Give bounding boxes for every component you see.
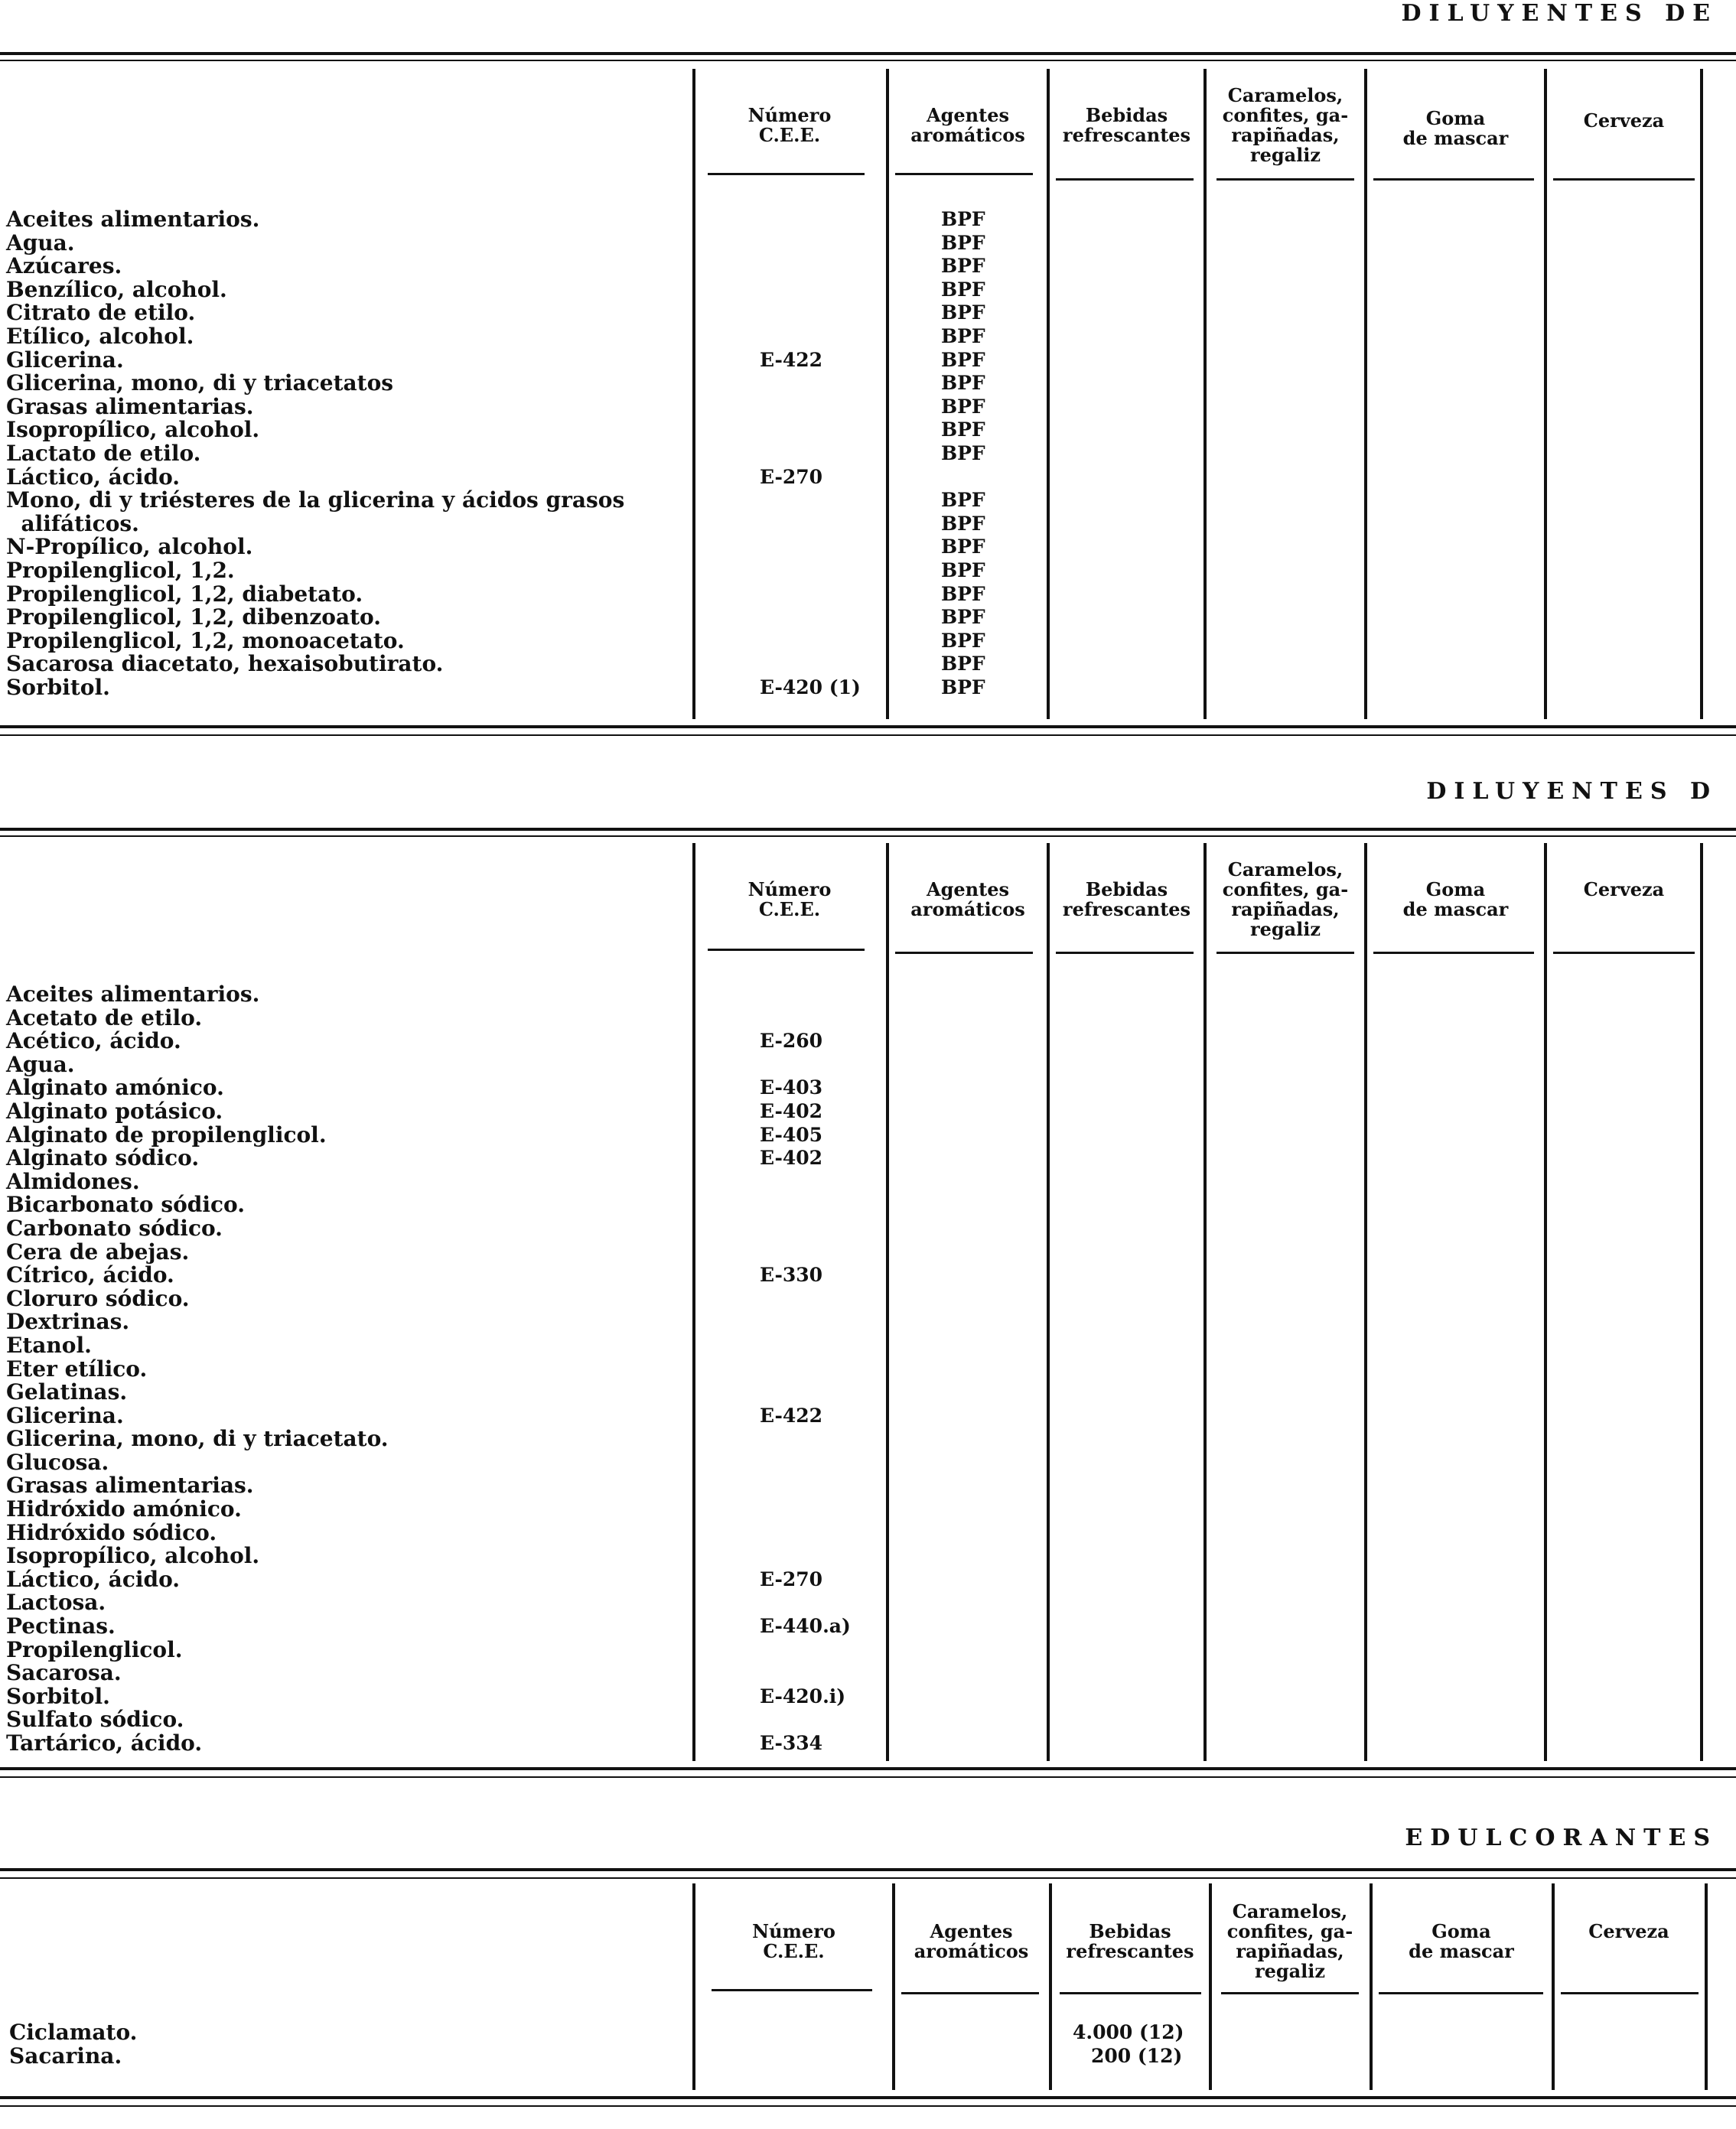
row-name: Sacarosa. [6, 1660, 122, 1686]
row-name: Dextrinas. [6, 1309, 130, 1335]
rule [0, 835, 1736, 837]
rule [0, 734, 1736, 736]
row-value: BPF [941, 395, 985, 418]
row-name: Alginato sódico. [6, 1145, 200, 1171]
row-value: BPF [941, 675, 985, 698]
row-value: BPF [941, 582, 985, 605]
row-value: BPF [941, 489, 985, 512]
row-name: Glicerina, mono, di y triacetatos [6, 370, 394, 396]
col-header-cerveza: Cerveza [1588, 1920, 1669, 1942]
row-numero: E-270 [760, 465, 823, 488]
rule [0, 52, 1736, 55]
row-value: BPF [941, 208, 985, 230]
header-underline [1221, 1992, 1359, 1994]
column-divider [1203, 843, 1207, 1761]
row-value: BPF [941, 324, 985, 347]
row-numero: E-402 [760, 1147, 823, 1170]
col-header-cerveza: Cerveza [1583, 109, 1665, 132]
row-name: Grasas alimentarias. [6, 1473, 254, 1499]
row-value: BPF [941, 441, 985, 464]
row-name: Propilenglicol, 1,2, monoacetato. [6, 627, 405, 653]
section-title: EDULCORANTES [1405, 1825, 1718, 1851]
row-name: Etílico, alcohol. [6, 323, 194, 349]
row-name: Acético, ácido. [6, 1028, 181, 1054]
row-name: Propilenglicol, 1,2, diabetato. [6, 581, 363, 607]
row-name: Lactosa. [6, 1590, 106, 1616]
row-name: Láctico, ácido. [6, 1566, 181, 1592]
col-header-goma: Goma de mascar [1402, 878, 1509, 920]
column-divider [1209, 1883, 1212, 2090]
row-name: Pectinas. [6, 1613, 116, 1639]
row-name: Mono, di y triésteres de la glicerina y ácidos grasos [6, 487, 625, 513]
rule [0, 1868, 1736, 1871]
column-divider [886, 843, 889, 1761]
col-header-cerveza: Cerveza [1583, 878, 1665, 900]
rule [0, 2105, 1736, 2107]
row-name: Citrato de etilo. [6, 300, 196, 326]
header-underline [1561, 1992, 1699, 1994]
row-value: BPF [941, 372, 985, 395]
row-name: Alginato amónico. [6, 1075, 224, 1101]
row-name: Isopropílico, alcohol. [6, 417, 260, 443]
row-value: BPF [941, 278, 985, 301]
row-name: Bicarbonato sódico. [6, 1192, 245, 1218]
row-name: Agua. [6, 230, 75, 256]
rule [0, 1767, 1736, 1770]
row-name: Propilenglicol, 1,2, dibenzoato. [6, 604, 381, 630]
col-header-agentes: Agentes aromáticos [910, 878, 1025, 920]
col-header-numero: Número C.E.E. [747, 878, 832, 920]
row-numero: E-260 [760, 1030, 823, 1053]
row-value: BPF [941, 255, 985, 278]
col-header-caramelos: Caramelos, confites, ga- rapiñadas, regaliz [1222, 858, 1349, 940]
header-underline [1379, 1992, 1543, 1994]
row-name: Sulfato sódico. [6, 1707, 184, 1733]
row-value: 200 (12) [1091, 2044, 1183, 2067]
rule [0, 725, 1736, 728]
row-value: BPF [941, 418, 985, 441]
row-name: Hidróxido amónico. [6, 1496, 242, 1522]
header-underline [708, 173, 865, 175]
row-value: BPF [941, 653, 985, 675]
row-value: BPF [941, 629, 985, 652]
row-name: Sorbitol. [6, 1683, 110, 1709]
row-value: BPF [941, 536, 985, 558]
row-numero: E-422 [760, 1404, 823, 1427]
col-header-agentes: Agentes aromáticos [910, 104, 1025, 146]
row-name: Cera de abejas. [6, 1239, 190, 1265]
row-name: Hidróxido sódico. [6, 1519, 217, 1545]
row-value: BPF [941, 301, 985, 324]
row-name: Gelatinas. [6, 1379, 128, 1405]
column-divider [892, 1883, 895, 2090]
column-divider [1364, 69, 1367, 719]
header-underline [1373, 952, 1534, 954]
column-divider [1049, 1883, 1052, 2090]
row-value: BPF [941, 231, 985, 254]
row-name: Agua. [6, 1051, 75, 1077]
row-name: Alginato potásico. [6, 1098, 223, 1124]
row-name: Glicerina. [6, 347, 124, 373]
row-name: Alginato de propilenglicol. [6, 1121, 327, 1148]
section-title: DILUYENTES DE [1401, 0, 1718, 27]
column-divider [1552, 1883, 1555, 2090]
row-name: Tartárico, ácido. [6, 1730, 203, 1756]
col-header-caramelos: Caramelos, confites, ga- rapiñadas, regaliz [1226, 1900, 1353, 1982]
rule [0, 1776, 1736, 1778]
row-name: Isopropílico, alcohol. [6, 1543, 260, 1569]
column-divider [1700, 843, 1703, 1761]
rule [0, 2096, 1736, 2099]
column-divider [1370, 1883, 1373, 2090]
row-numero: E-270 [760, 1567, 823, 1590]
row-value: BPF [941, 606, 985, 629]
header-underline [1056, 952, 1194, 954]
row-name: alifáticos. [6, 510, 139, 536]
row-name: Sorbitol. [6, 674, 110, 700]
col-header-caramelos: Caramelos, confites, ga- rapiñadas, regaliz [1222, 84, 1349, 166]
column-divider [1364, 843, 1367, 1761]
column-divider [1544, 843, 1547, 1761]
rule [0, 1877, 1736, 1879]
column-divider [1047, 843, 1050, 1761]
row-numero: E-403 [760, 1076, 823, 1099]
row-name: Acetato de etilo. [6, 1004, 203, 1030]
row-name: Etanol. [6, 1332, 92, 1358]
row-numero: E-402 [760, 1099, 823, 1122]
row-numero: E-420.i) [760, 1685, 846, 1707]
column-divider [1705, 1883, 1708, 2090]
column-divider [1544, 69, 1547, 719]
row-value: 4.000 (12) [1073, 2021, 1184, 2043]
header-underline [1553, 178, 1695, 181]
header-underline [1553, 952, 1695, 954]
row-name: Sacarina. [9, 2043, 122, 2069]
row-name: Aceites alimentarios. [6, 981, 260, 1007]
header-underline [712, 1989, 872, 1991]
row-name: N-Propílico, alcohol. [6, 534, 253, 560]
header-underline [708, 949, 865, 951]
header-underline [1217, 952, 1354, 954]
row-value: BPF [941, 348, 985, 371]
row-numero: E-330 [760, 1264, 823, 1287]
row-name: Glicerina, mono, di y triacetato. [6, 1426, 389, 1452]
header-underline [901, 1992, 1039, 1994]
row-name: Cloruro sódico. [6, 1285, 190, 1311]
row-name: Eter etílico. [6, 1356, 148, 1382]
row-name: Lactato de etilo. [6, 440, 201, 466]
column-divider [692, 843, 695, 1761]
row-name: Glucosa. [6, 1449, 109, 1475]
row-name: Glicerina. [6, 1402, 124, 1428]
row-numero: E-405 [760, 1123, 823, 1146]
column-divider [692, 1883, 695, 2090]
col-header-bebidas: Bebidas refrescantes [1062, 878, 1191, 920]
col-header-goma: Goma de mascar [1409, 1920, 1514, 1962]
row-name: Ciclamato. [9, 2020, 138, 2045]
row-numero: E-334 [760, 1732, 823, 1754]
col-header-goma: Goma de mascar [1402, 107, 1509, 149]
rule [0, 828, 1736, 831]
column-divider [886, 69, 889, 719]
row-name: Propilenglicol, 1,2. [6, 557, 235, 583]
col-header-numero: Número C.E.E. [752, 1920, 835, 1962]
column-divider [692, 69, 695, 719]
column-divider [1203, 69, 1207, 719]
header-underline [1056, 178, 1194, 181]
column-divider [1047, 69, 1050, 719]
row-name: Láctico, ácido. [6, 464, 181, 490]
section-title: DILUYENTES D [1426, 778, 1718, 805]
row-name: Aceites alimentarios. [6, 207, 260, 232]
row-value: BPF [941, 512, 985, 535]
col-header-numero: Número C.E.E. [747, 104, 832, 146]
row-name: Almidones. [6, 1168, 140, 1194]
header-underline [1217, 178, 1354, 181]
row-name: Grasas alimentarias. [6, 393, 254, 419]
header-underline [895, 173, 1033, 175]
header-underline [1373, 178, 1534, 181]
col-header-agentes: Agentes aromáticos [914, 1920, 1029, 1962]
header-underline [895, 952, 1033, 954]
row-numero: E-420 (1) [760, 675, 861, 698]
row-numero: E-440.a) [760, 1615, 851, 1638]
row-name: Sacarosa diacetato, hexaisobutirato. [6, 651, 444, 677]
row-name: Carbonato sódico. [6, 1215, 223, 1241]
row-numero: E-422 [760, 348, 823, 371]
col-header-bebidas: Bebidas refrescantes [1062, 104, 1191, 146]
row-name: Benzílico, alcohol. [6, 276, 227, 302]
rule [0, 60, 1736, 61]
column-divider [1700, 69, 1703, 719]
col-header-bebidas: Bebidas refrescantes [1066, 1920, 1194, 1962]
row-value: BPF [941, 558, 985, 581]
row-name: Cítrico, ácido. [6, 1262, 174, 1288]
header-underline [1060, 1992, 1201, 1994]
row-name: Propilenglicol. [6, 1636, 183, 1662]
row-name: Azúcares. [6, 253, 122, 279]
